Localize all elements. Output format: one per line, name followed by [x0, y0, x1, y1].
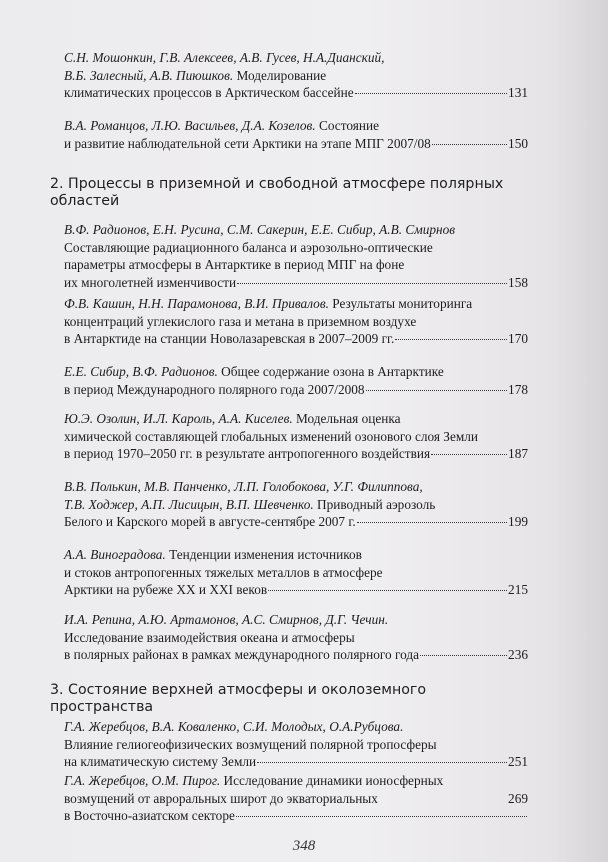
toc-entry — [64, 295, 528, 348]
entry-title: Модельная оценка — [296, 411, 401, 426]
toc-entry — [64, 718, 528, 771]
entry-title: Исследование динамики ионосферных — [223, 773, 444, 788]
entry-title: Тенденции изменения источников — [169, 547, 362, 562]
dot-leader — [257, 762, 507, 763]
dot-leader — [431, 454, 507, 455]
entry-authors: Ф.В. Кашин, Н.Н. Парамонова, В.И. Привалов. — [64, 296, 329, 311]
dot-leader — [237, 283, 507, 284]
entry-title: Составляющие радиационного баланса и аэрозольно-оптические — [64, 239, 433, 255]
toc-entry — [64, 410, 528, 463]
page-number: 251 — [508, 754, 528, 770]
page-number: 158 — [508, 274, 528, 290]
entry-authors: Т.В. Ходжер, А.П. Лисицын, В.П. Шевченко. — [64, 496, 314, 512]
toc-entry — [64, 117, 528, 152]
page-number: 131 — [508, 85, 528, 101]
toc-entry — [64, 478, 528, 531]
entry-title: Состояние — [318, 118, 379, 133]
entry-title: в период Международного полярного года 2007/2008 — [64, 381, 365, 397]
toc-entry — [64, 611, 528, 664]
entry-title: и развитие наблюдательной сети Арктики на этапе МПГ 2007/08 — [64, 135, 431, 151]
entry-title: возмущений от авроральных широт до экваториальных — [64, 790, 378, 806]
entry-title: их многолетней изменчивости — [64, 274, 237, 290]
section-heading: 2. Процессы в приземной и свободной атмосфере полярных областей — [50, 176, 504, 209]
entry-title: Арктики на рубеже XX и XXI веков — [64, 582, 268, 598]
entry-title: климатических процессов в Арктическом бассейне — [64, 85, 354, 101]
dot-leader — [366, 390, 507, 391]
entry-title: Исследование взаимодействия океана и атмосферы — [64, 629, 355, 645]
page-number: 150 — [508, 135, 528, 151]
entry-authors: А.А. Виноградова. — [64, 547, 166, 562]
page-number: 236 — [508, 647, 528, 663]
toc-entry — [64, 49, 528, 102]
section-heading: 3. Состояние верхней атмосферы и околоземного пространства — [50, 682, 427, 715]
entry-authors: Г.А. Жеребцов, О.М. Пирог. — [64, 773, 221, 788]
dot-leader — [357, 522, 507, 523]
entry-title: параметры атмосферы в Антарктике в период МПГ на фоне — [64, 257, 405, 273]
page-number: 215 — [508, 582, 528, 598]
entry-authors: В.А. Романцов, Л.Ю. Васильев, Д.А. Козелов. — [64, 118, 316, 133]
entry-authors: В.В. Полькин, М.В. Панченко, Л.П. Голобокова, У.Г. Филиппова, — [64, 479, 423, 494]
entry-title: концентраций углекислого газа и метана в приземном воздухе — [64, 313, 417, 329]
page-number: 187 — [508, 446, 528, 462]
dot-leader — [432, 144, 507, 145]
page-number: 269 — [508, 790, 528, 806]
page-folio: 348 — [292, 838, 316, 854]
entry-authors: Ю.Э. Озолин, И.Л. Кароль, А.А. Киселев. — [64, 411, 293, 426]
entry-title: Белого и Карского морей в августе-сентябре 2007 г. — [64, 514, 356, 530]
entry-title: в Восточно-азиатском секторе — [64, 808, 235, 824]
dot-leader — [420, 655, 507, 656]
entry-authors: С.Н. Мошонкин, Г.В. Алексеев, А.В. Гусев, Н.А.Дианский, — [64, 50, 385, 65]
page-number: 199 — [508, 514, 528, 530]
entry-title: в Антарктиде на станции Новолазаревская в 2007–2009 гг. — [64, 331, 395, 347]
entry-title: химической составляющей глобальных изменений озонового слоя Земли — [64, 428, 479, 444]
dot-leader — [355, 93, 507, 94]
entry-title: в период 1970–2050 гг. в результате антропогенного воздействия — [64, 446, 431, 462]
toc-entry — [64, 363, 528, 398]
entry-title: Результаты мониторинга — [332, 296, 473, 311]
page-number: 170 — [508, 331, 528, 347]
dot-leader — [268, 590, 507, 591]
entry-authors: Е.Е. Сибир, В.Ф. Радионов. — [64, 364, 218, 379]
entry-authors: И.А. Репина, А.Ю. Артамонов, А.С. Смирнов, Д.Г. Чечин. — [64, 612, 389, 627]
entry-title: Общее содержание озона в Антарктике — [221, 364, 444, 379]
page-number: 178 — [508, 381, 528, 397]
entry-title: и стоков антропогенных тяжелых металлов в атмосфере — [64, 564, 383, 580]
entry-title: в полярных районах в рамках международного полярного года — [64, 647, 419, 663]
entry-title: на климатическую систему Земли — [64, 754, 257, 770]
entry-title: Влияние гелиогеофизических возмущений полярной тропосферы — [64, 736, 437, 752]
toc-entry — [64, 772, 528, 825]
entry-authors: В.Ф. Радионов, Е.Н. Русина, С.М. Сакерин, Е.Е. Сибир, А.В. Смирнов — [64, 222, 456, 237]
toc-entry — [64, 221, 528, 291]
dot-leader — [236, 816, 527, 817]
toc-entry — [64, 546, 528, 599]
entry-title: Приводный аэрозоль — [317, 496, 436, 512]
entry-title: Моделирование — [236, 67, 327, 83]
dot-leader — [395, 339, 507, 340]
entry-authors: Г.А. Жеребцов, В.А. Коваленко, С.И. Молодых, О.А.Рубцова. — [64, 719, 404, 734]
entry-authors: В.Б. Залесный, А.В. Пиюшков. — [64, 67, 234, 83]
